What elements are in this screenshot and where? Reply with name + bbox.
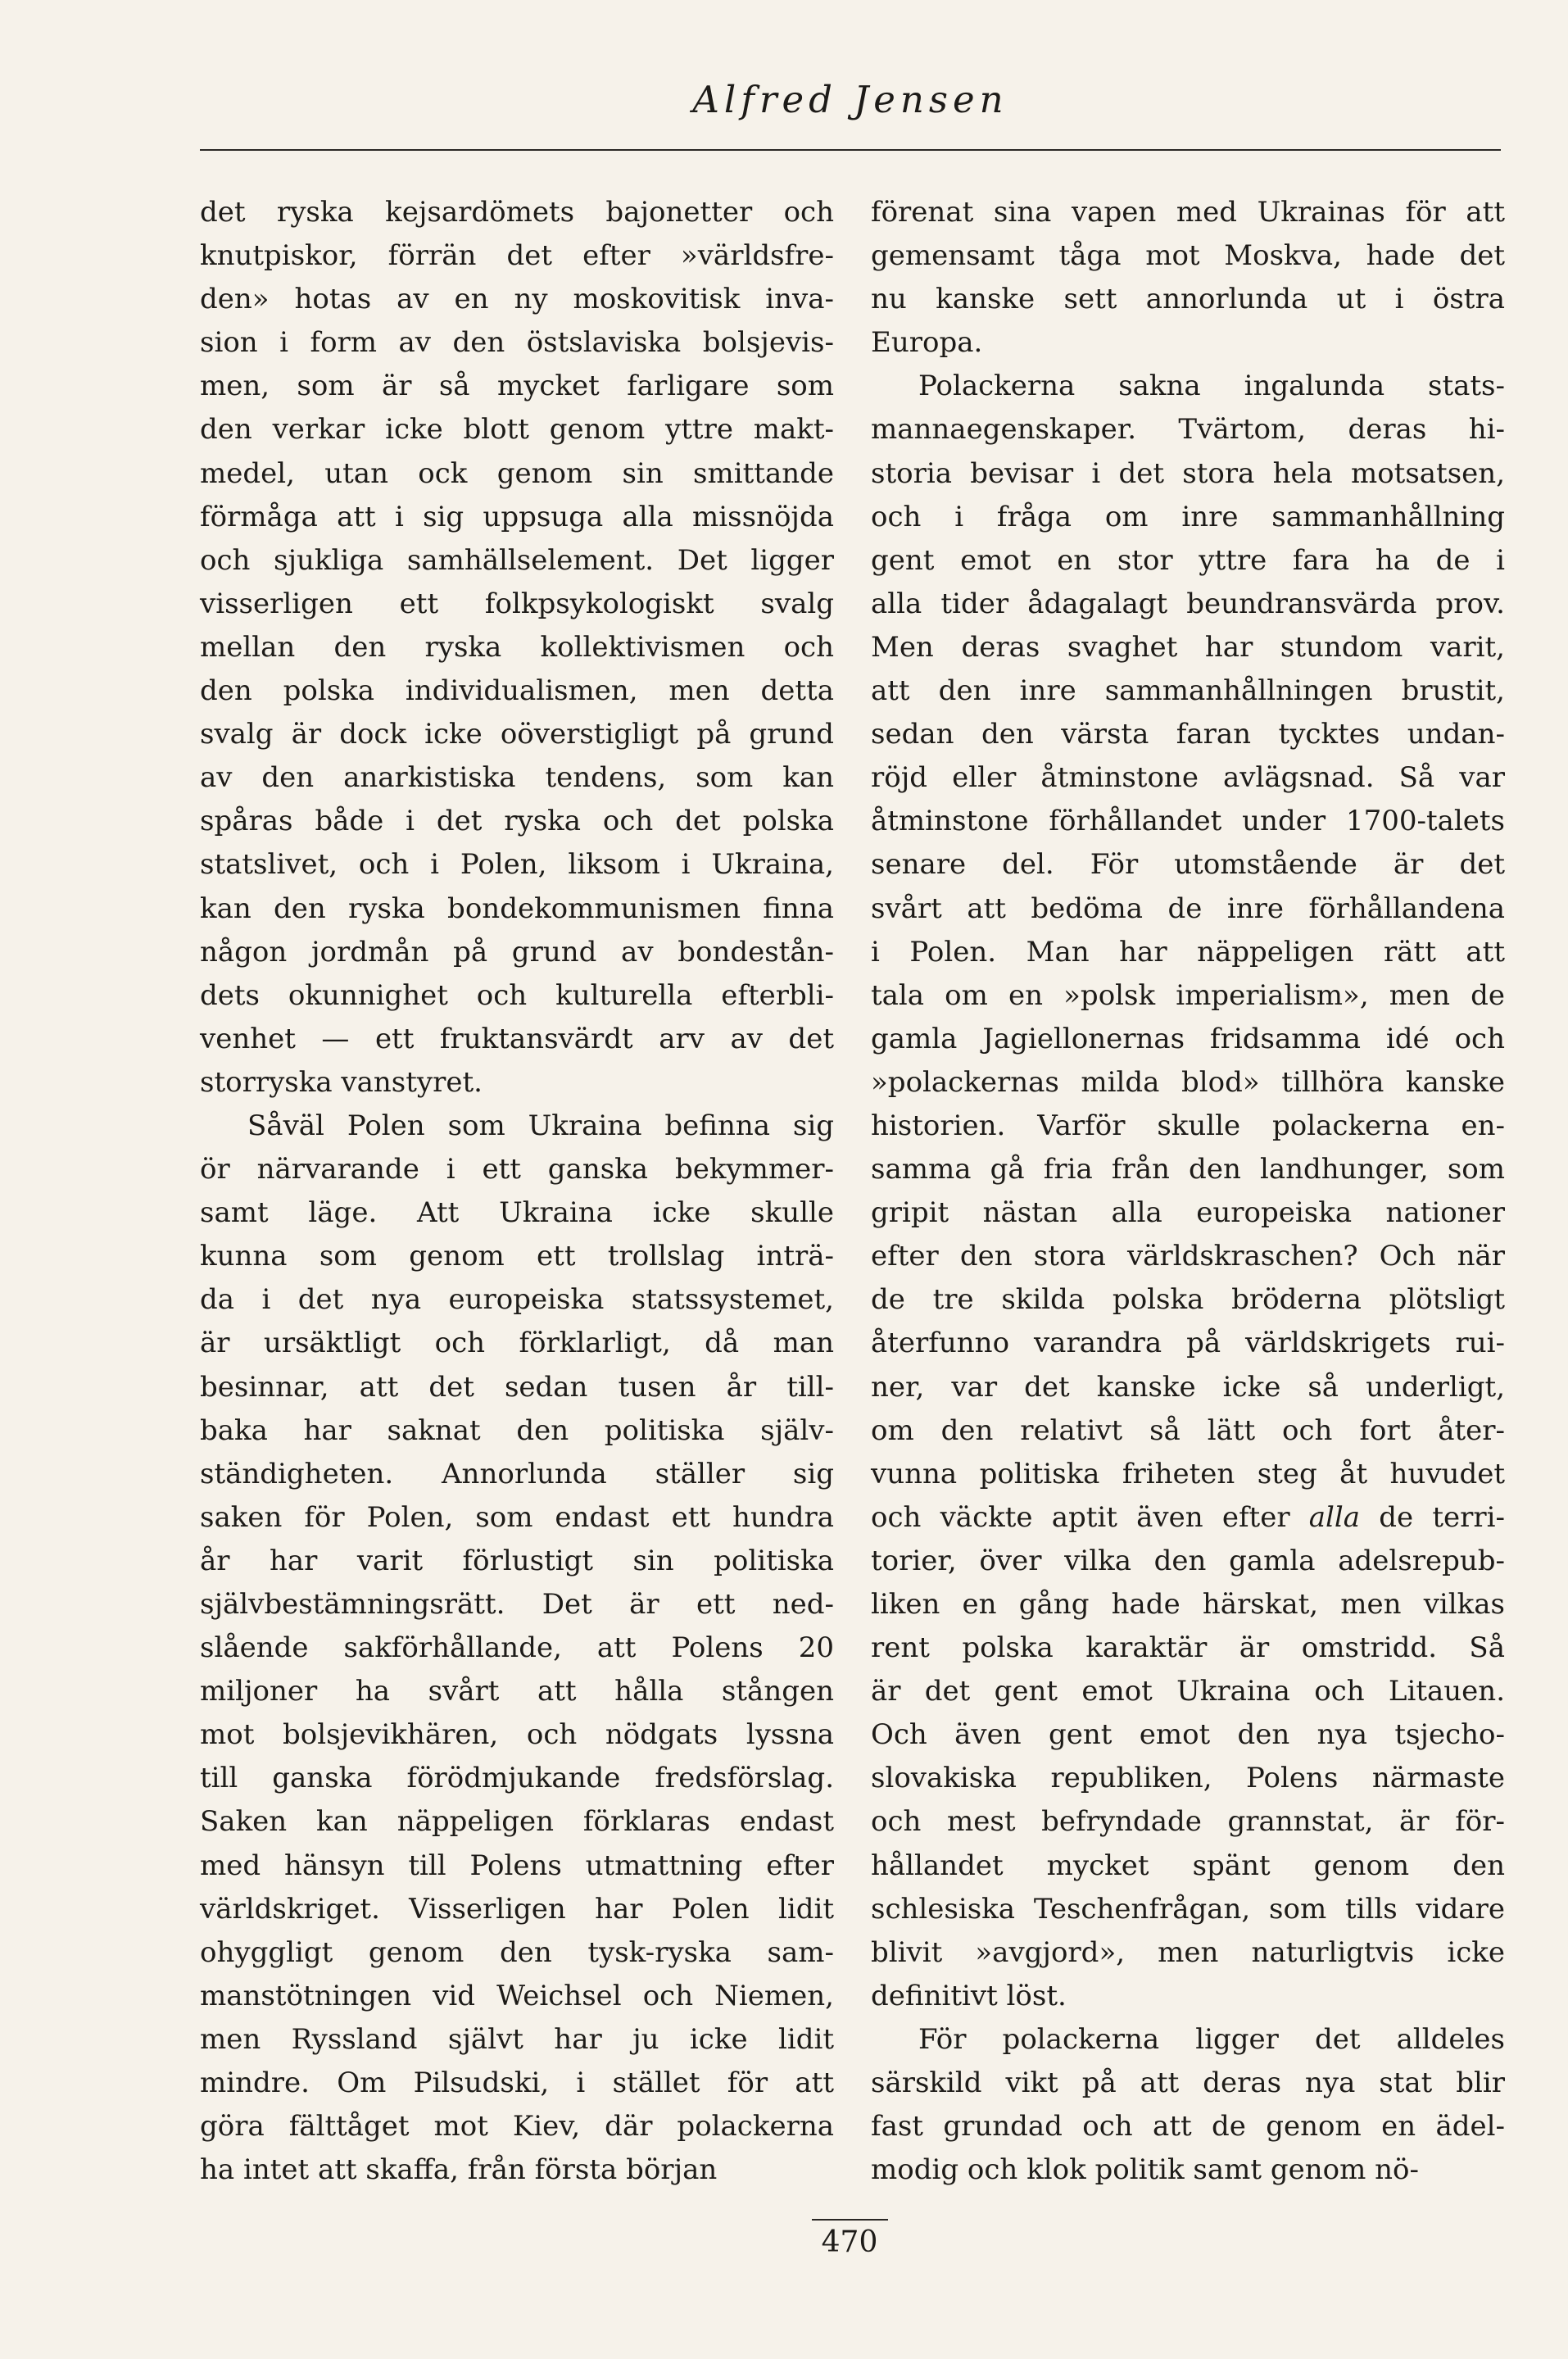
text-line: knutpiskor, förrän det efter »världsfre- [200,239,834,273]
text-line: att den inre sammanhållningen brustit, [871,674,1505,708]
text-line: gent emot en stor yttre fara ha de i [871,543,1505,577]
text-line: storia bevisar i det stora hela motsatsen, [871,456,1505,490]
text-line: tala om en »polsk imperialism», men de [871,978,1505,1012]
text-line: gripit nästan alla europeiska nationer [871,1196,1505,1230]
text-line: särskild vikt på att deras nya stat blir [871,2066,1505,2100]
text-line: och i fråga om inre sammanhållning [871,500,1505,533]
text-line: om den relativt så lätt och fort åter- [871,1413,1505,1447]
text-line: och väckte aptit även efter alla de terri- [871,1500,1505,1534]
text-line: torier, över vilka den gamla adelsrepub- [871,1544,1505,1577]
text-line: Men deras svaghet har stundom varit, [871,630,1505,664]
text-line: schlesiska Teschenfrågan, som tills vidare [871,1892,1505,1926]
text-line: i Polen. Man har näppeligen rätt att [871,935,1505,969]
text-line: hållandet mycket spänt genom den [871,1849,1505,1882]
text-line: år har varit förlustigt sin politiska [200,1544,834,1577]
text-line: mindre. Om Pilsudski, i stället för att [200,2066,834,2100]
text-line: samma gå fria från den landhunger, som [871,1153,1505,1186]
text-line: mot bolsjevikhären, och nödgats lyssna [200,1718,834,1752]
text-line: men Ryssland självt har ju icke lidit [200,2022,834,2056]
text-line: »polackernas milda blod» tillhöra kanske [871,1065,1505,1099]
text-line: baka har saknat den politiska själv- [200,1413,834,1447]
text-line: och mest befryndade grannstat, är för- [871,1805,1505,1839]
text-line: saken för Polen, som endast ett hundra [200,1500,834,1534]
text-line: manstötningen vid Weichsel och Niemen, [200,1979,834,2012]
text-line: senare del. För utomstående är det [871,848,1505,882]
text-line: slovakiska republiken, Polens närmaste [871,1762,1505,1795]
text-line: spåras både i det ryska och det polska [200,805,834,838]
text-line: världskriget. Visserligen har Polen lidit [200,1892,834,1926]
text-line: svårt att bedöma de inre förhållandena [871,891,1505,925]
text-line: sion i form av den östslaviska bolsjevis- [200,326,834,360]
text-line: alla tider ådagalagt beundransvärda prov. [871,587,1505,620]
text-line: dets okunnighet och kulturella efterbli- [200,978,834,1012]
text-line: besinnar, att det sedan tusen år till- [200,1370,834,1404]
text-line: och sjukliga samhällselement. Det ligger [200,543,834,577]
text-line: är ursäktligt och förklarligt, då man [200,1327,834,1360]
text-line: de tre skilda polska bröderna plötsligt [871,1283,1505,1317]
text-line: mannaegenskaper. Tvärtom, deras hi- [871,413,1505,447]
text-line: samt läge. Att Ukraina icke skulle [200,1196,834,1230]
text-line: sedan den värsta faran tycktes undan- [871,718,1505,751]
text-line: slående sakförhållande, att Polens 20 [200,1631,834,1665]
text-line: Saken kan näppeligen förklaras endast [200,1805,834,1839]
text-line: Polackerna sakna ingalunda stats- [918,370,1505,403]
page-number: 470 [821,2225,878,2259]
text-line: mellan den ryska kollektivismen och [200,630,834,664]
text-line: venhet — ett fruktansvärdt arv av det [200,1022,834,1055]
right-column [871,191,1505,2192]
text-line: men, som är så mycket farligare som [200,370,834,403]
text-line: medel, utan ock genom sin smittande [200,456,834,490]
text-line: är det gent emot Ukraina och Litauen. [871,1675,1505,1708]
running-head: Alfred Jensen [692,78,1008,121]
text-line: definitivt löst. [871,1979,1067,2012]
text-line: ha intet att skaffa, från första början [200,2153,718,2187]
text-line: det ryska kejsardömets bajonetter och [200,196,834,229]
text-line: da i det nya europeiska statssystemet, [200,1283,834,1317]
text-line: efter den stora världskraschen? Och när [871,1240,1505,1273]
text-line: förmåga att i sig uppsuga alla missnöjda [200,500,834,533]
text-line: storryska vanstyret. [200,1065,483,1099]
text-line: åtminstone förhållandet under 1700-talets [871,805,1505,838]
text-line: den polska individualismen, men detta [200,674,834,708]
text-line: gemensamt tåga mot Moskva, hade det [871,239,1505,273]
text-line: Europa. [871,326,983,360]
text-line: ör närvarande i ett ganska bekymmer- [200,1153,834,1186]
text-line: förenat sina vapen med Ukrainas för att [871,196,1505,229]
text-line: ner, var det kanske icke så underligt, [871,1370,1505,1404]
text-line: Såväl Polen som Ukraina befinna sig [247,1109,834,1142]
left-column [200,191,834,2192]
text-line: till ganska förödmjukande fredsförslag. [200,1762,834,1795]
text-line: blivit »avgjord», men naturligtvis icke [871,1935,1505,1969]
text-line: kunna som genom ett trollslag inträ- [200,1240,834,1273]
page-number-rule [812,2219,888,2221]
text-line: historien. Varför skulle polackerna en- [871,1109,1505,1142]
text-line: den verkar icke blott genom yttre makt- [200,413,834,447]
text-line: återfunno varandra på världskrigets rui- [871,1327,1505,1360]
text-line: nu kanske sett annorlunda ut i östra [871,283,1505,316]
text-line: liken en gång hade härskat, men vilkas [871,1588,1505,1621]
text-line: ohyggligt genom den tysk-ryska sam- [200,1935,834,1969]
text-line: med hänsyn till Polens utmattning efter [200,1849,834,1882]
text-line: av den anarkistiska tendens, som kan [200,761,834,795]
text-line: ständigheten. Annorlunda ställer sig [200,1457,834,1490]
text-line: statslivet, och i Polen, liksom i Ukraina, [200,848,834,882]
text-line: Och även gent emot den nya tsjecho- [871,1718,1505,1752]
text-line: visserligen ett folkpsykologiskt svalg [200,587,834,620]
text-line: fast grundad och att de genom en ädel- [871,2110,1505,2144]
text-line: röjd eller åtminstone avlägsnad. Så var [871,761,1505,795]
header-rule [200,149,1501,151]
text-line: miljoner ha svårt att hålla stången [200,1675,834,1708]
text-line: gamla Jagiellonernas fridsamma idé och [871,1022,1505,1055]
text-line: modig och klok politik samt genom nö- [871,2153,1420,2187]
text-line: den» hotas av en ny moskovitisk inva- [200,283,834,316]
text-line: göra fälttåget mot Kiev, där polackerna [200,2110,834,2144]
text-line: självbestämningsrätt. Det är ett ned- [200,1588,834,1621]
text-line: någon jordmån på grund av bondestån- [200,935,834,969]
text-line: kan den ryska bondekommunismen finna [200,891,834,925]
text-line: vunna politiska friheten steg åt huvudet [871,1457,1505,1490]
text-line: rent polska karaktär är omstridd. Så [871,1631,1505,1665]
text-line: För polackerna ligger det alldeles [918,2022,1505,2056]
text-line: svalg är dock icke oöverstigligt på grund [200,718,834,751]
